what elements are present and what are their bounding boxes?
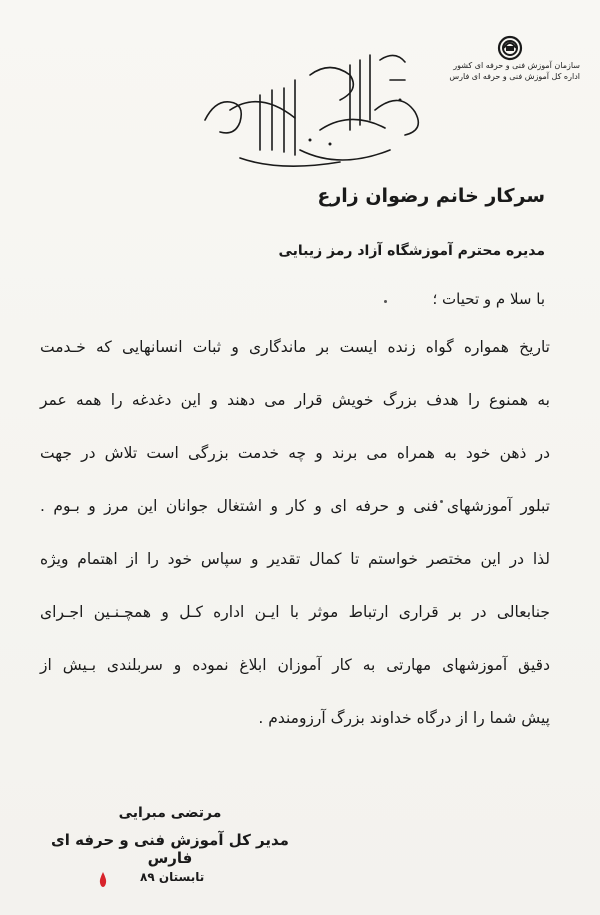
signer-title: مدیر کل آموزش فنی و حرفه ای فارس xyxy=(51,831,289,867)
body-line: لذا در این مختصر خواستم تا کمال تقدیر و سپاس خود را از اهتمام ویژه xyxy=(40,550,550,568)
body-line: دقیق آموزشهای مهارتی به کار آموزان ابلاغ نموده و سربلندی بـیش از xyxy=(40,656,550,674)
body-line: تاریخ همواره گواه زنده ایست بر ماندگاری و ثبات انسانهایی که خـدمت xyxy=(40,338,550,356)
body-line: در ذهن خود به همراه می برند و چه خدمت بزرگی است تلاش در جهت xyxy=(40,444,550,462)
recipient-title: مدیره محترم آموزشگاه آزاد رمز زیبایی xyxy=(278,243,545,259)
bismillah-calligraphy xyxy=(200,40,430,180)
recipient-name: سرکار خانم رضوان زارع xyxy=(317,185,545,207)
body-line: جنابعالی در بر قراری ارتباط موثر با ایـن اداره کـل و همچـنـین اجـرای xyxy=(40,603,550,621)
signature-block xyxy=(40,805,300,877)
letter-date: تابستان ۸۹ xyxy=(140,870,205,884)
org-line-2: اداره کل آموزش فنی و حرفه ای فارس xyxy=(449,72,580,81)
org-line-1: سازمان آموزش فنی و حرفه ای کشور xyxy=(453,61,580,70)
greeting: با سلا م و تحیات ؛ xyxy=(432,290,545,308)
organization-header xyxy=(440,60,580,82)
paper-speck xyxy=(384,300,387,303)
body-line: تبلور آموزشهای فنی و حرفه ای و کار و اشتغال جوانان این مرز و بـوم . xyxy=(40,497,550,515)
signer-name: مرتضی مبرایی xyxy=(118,805,222,821)
letter-body xyxy=(40,338,550,762)
body-line: پیش شما را از درگاه خداوند بزرگ آرزومندم . xyxy=(258,709,550,727)
red-drop-icon xyxy=(98,872,108,888)
body-line: به همنوع را هدف بزرگ خویش قرار می دهند و این دغدغه را همه عمر xyxy=(40,391,550,409)
